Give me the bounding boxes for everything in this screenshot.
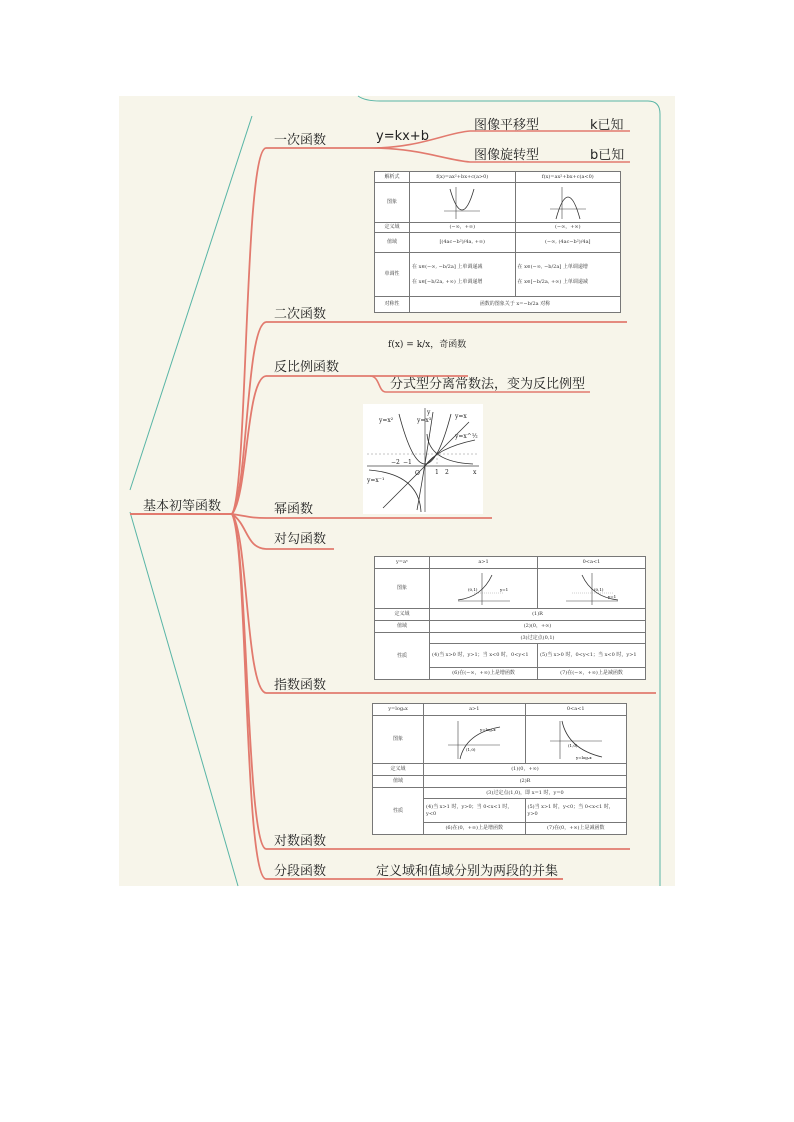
plot-label: y=x³ xyxy=(417,417,432,424)
table-cell: (−∞，+∞) xyxy=(410,223,516,233)
branch-quadratic[interactable]: 二次函数 xyxy=(274,307,327,322)
plot-label: y=1 xyxy=(607,593,616,599)
mono-text: 在 x∈(−∞, −b/2a] 上单调递增 xyxy=(517,263,588,270)
table-cell: 0<a<1 xyxy=(525,704,627,716)
plot-label: (0,1) xyxy=(593,586,603,592)
table-cell: y=aˣ xyxy=(375,557,430,569)
plot-label: (1,0) xyxy=(466,746,476,752)
inverse-note: 分式型分离常数法，变为反比例型 xyxy=(390,377,586,392)
table-cell: a>1 xyxy=(430,557,538,569)
plot-label: 2 xyxy=(445,469,449,476)
table-cell: (3)过定点(1,0)，即 x=1 时，y=0 xyxy=(424,788,627,799)
table-cell: (4)当 x>0 时，y>1；当 x<0 时，0<y<1 xyxy=(430,644,538,668)
linear-sub-rotate-note: b已知 xyxy=(590,148,625,163)
table-cell: 定义域 xyxy=(373,764,424,776)
table-cell: 性质 xyxy=(373,788,424,835)
log-decreasing-graph xyxy=(525,716,627,764)
table-cell: [(4ac−b²)/4a, +∞) xyxy=(410,233,516,253)
branch-inverse[interactable]: 反比例函数 xyxy=(274,360,340,375)
table-cell: f(x)=ax²+bx+c(a>0) xyxy=(410,172,516,183)
table-cell: (5)当 x>1 时，y<0；当 0<x<1 时，y>0 xyxy=(525,799,627,823)
table-cell: (2)(0，+∞) xyxy=(430,621,646,633)
inverse-formula: f(x) = k/x，奇函数 xyxy=(388,340,467,350)
table-cell: 对称性 xyxy=(375,297,410,313)
linear-sub-translate[interactable]: 图像平移型 xyxy=(474,118,540,133)
branch-logarithm[interactable]: 对数函数 xyxy=(274,834,327,849)
quadratic-table xyxy=(374,171,621,313)
table-cell: 函数的图象关于 x=−b/2a 对称 xyxy=(410,297,621,313)
piecewise-note: 定义域和值域分别为两段的并集 xyxy=(376,864,559,879)
plot-label: x xyxy=(473,469,477,476)
plot-label: y=logₐx xyxy=(480,726,496,732)
logarithm-table xyxy=(372,703,627,835)
exp-increasing-graph xyxy=(430,569,538,609)
branch-piecewise[interactable]: 分段函数 xyxy=(274,864,327,879)
table-cell: (4)当 x>1 时，y>0；当 0<x<1 时，y<0 xyxy=(424,799,526,823)
branch-power[interactable]: 幂函数 xyxy=(274,502,314,517)
table-cell: f(x)=ax²+bx+c(a<0) xyxy=(515,172,621,183)
table-cell xyxy=(515,253,621,297)
table-cell: y=logₐx xyxy=(373,704,424,716)
table-cell: a>1 xyxy=(424,704,526,716)
mono-text: 在 x∈[−b/2a, +∞) 上单调递减 xyxy=(517,278,588,285)
plot-label: −1 xyxy=(403,459,412,466)
branch-exponential[interactable]: 指数函数 xyxy=(274,678,327,693)
table-cell: (−∞，+∞) xyxy=(515,223,621,233)
table-cell: (3)过定点(0,1) xyxy=(430,633,646,644)
plot-label: O xyxy=(415,470,420,477)
table-cell: 图象 xyxy=(373,716,424,764)
table-cell: (5)当 x>0 时，0<y<1；当 x<0 时，y>1 xyxy=(538,644,646,668)
mono-text: 在 x∈(−∞, −b/2a] 上单调递减 xyxy=(412,263,483,270)
table-cell: (−∞, (4ac−b²)/4a] xyxy=(515,233,621,253)
table-cell: 性质 xyxy=(375,633,430,680)
table-cell: (6)在(−∞，+∞)上是增函数 xyxy=(430,668,538,680)
table-cell: 定义域 xyxy=(375,223,410,233)
parabola-down-graph xyxy=(515,183,621,223)
mono-text: 在 x∈[−b/2a, +∞) 上单调递增 xyxy=(412,278,483,285)
table-cell: (7)在(−∞，+∞)上是减函数 xyxy=(538,668,646,680)
table-cell: (1)(0，+∞) xyxy=(424,764,627,776)
table-cell: 0<a<1 xyxy=(538,557,646,569)
parabola-up-graph xyxy=(410,183,516,223)
plot-label: y=x xyxy=(455,413,467,420)
plot-label: −2 xyxy=(391,459,400,466)
exponential-table xyxy=(374,556,646,680)
branch-linear[interactable]: 一次函数 xyxy=(274,133,327,148)
linear-sub-rotate[interactable]: 图像旋转型 xyxy=(474,148,540,163)
plot-label: (1,0) xyxy=(567,742,578,748)
power-function-plot xyxy=(363,404,483,514)
linear-formula: y=kx+b xyxy=(376,129,429,144)
root-node[interactable]: 基本初等函数 xyxy=(143,499,222,514)
plot-label: y=logₐx xyxy=(575,754,592,760)
plot-label: (0,1) xyxy=(467,586,477,592)
log-increasing-graph xyxy=(424,716,526,764)
table-cell xyxy=(410,253,516,297)
table-cell: 值域 xyxy=(375,621,430,633)
table-cell: (1)R xyxy=(430,609,646,621)
branch-tick[interactable]: 对勾函数 xyxy=(274,532,327,547)
plot-label: y xyxy=(427,409,431,416)
plot-label: y=1 xyxy=(499,586,508,592)
plot-label: y=x² xyxy=(379,417,394,424)
table-cell: 图象 xyxy=(375,569,430,609)
plot-label: 1 xyxy=(435,469,439,476)
exp-decreasing-graph xyxy=(538,569,646,609)
table-cell: 单调性 xyxy=(375,253,410,297)
table-cell: 值域 xyxy=(375,233,410,253)
table-cell: 值域 xyxy=(373,776,424,788)
table-cell: 定义域 xyxy=(375,609,430,621)
table-cell: 图象 xyxy=(375,183,410,223)
table-cell: (7)在(0，+∞)上是减函数 xyxy=(525,823,627,835)
table-cell: (6)在(0，+∞)上是增函数 xyxy=(424,823,526,835)
table-cell: (2)R xyxy=(424,776,627,788)
plot-label: y=x⁻¹ xyxy=(367,477,385,484)
plot-label: y=x^½ xyxy=(455,433,478,440)
table-cell: 解析式 xyxy=(375,172,410,183)
linear-sub-translate-note: k已知 xyxy=(590,118,624,133)
